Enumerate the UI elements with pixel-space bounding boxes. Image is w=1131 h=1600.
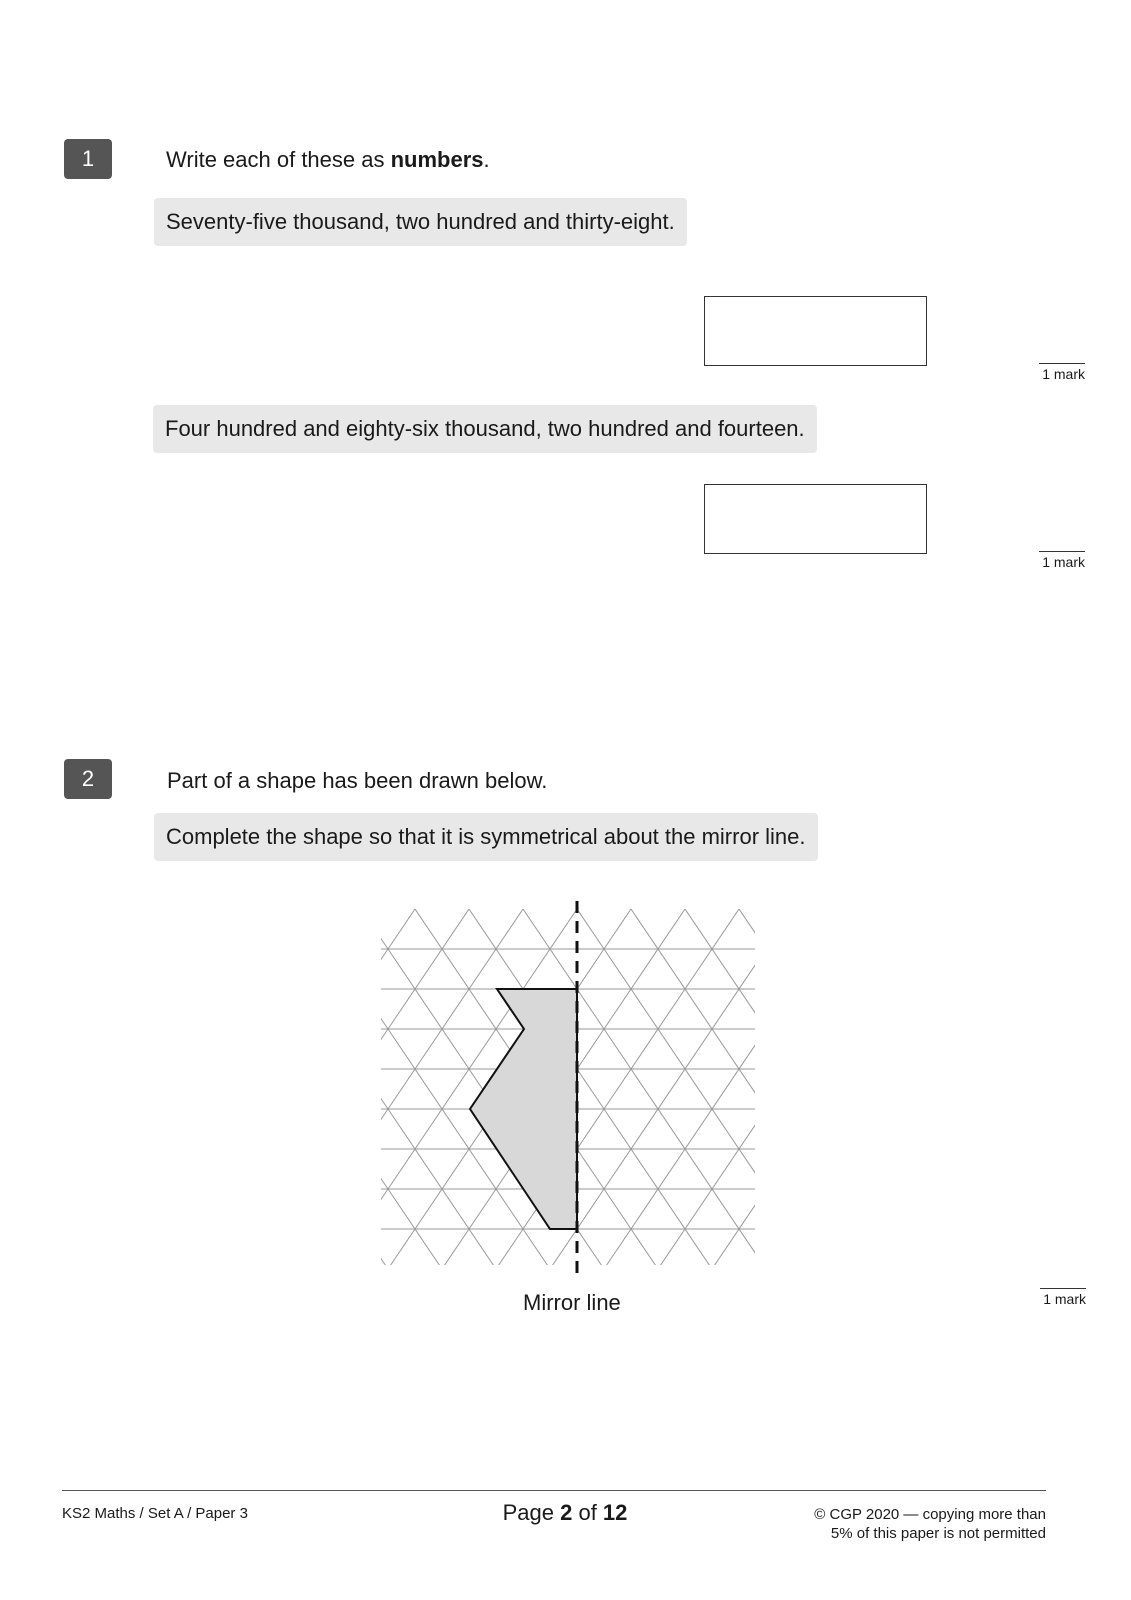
grid-diagonal-line xyxy=(375,895,415,1285)
page-label: Page xyxy=(502,1500,561,1525)
instruction-end: . xyxy=(483,147,490,172)
partial-shape xyxy=(470,989,577,1229)
grid-diagonal-line xyxy=(739,895,765,1285)
question-1a-mark: 1 mark xyxy=(1039,363,1085,382)
footer-divider xyxy=(62,1490,1046,1491)
grid-diagonal-line xyxy=(375,895,415,1285)
question-1b-answer-box[interactable] xyxy=(704,484,927,554)
page-of: of xyxy=(572,1500,603,1525)
page-number xyxy=(400,1500,730,1526)
question-2-mark: 1 mark xyxy=(1040,1288,1086,1307)
grid-diagonal-line xyxy=(631,895,765,1285)
mirror-line-label: Mirror line xyxy=(523,1290,621,1315)
question-1b-mark: 1 mark xyxy=(1039,551,1085,570)
question-1a-prompt: Seventy-five thousand, two hundred and thirty-eight. xyxy=(154,198,687,246)
question-2-number: 2 xyxy=(64,759,112,799)
copyright-notice xyxy=(814,1505,1046,1543)
grid-diagonal-line xyxy=(739,895,765,1285)
instruction-bold-text: numbers xyxy=(390,147,484,172)
page-current: 2 xyxy=(560,1500,573,1525)
question-1a-answer-box[interactable] xyxy=(704,296,927,366)
copyright-line-2: 5% of this paper is not permitted xyxy=(830,1525,1046,1542)
question-2-instruction: Part of a shape has been drawn below. xyxy=(167,768,548,793)
question-2-prompt: Complete the shape so that it is symmetrical about the mirror line. xyxy=(154,813,818,861)
isometric-grid-figure[interactable] xyxy=(375,895,765,1285)
question-1-instruction xyxy=(166,147,490,173)
copyright-line-1: © CGP 2020 — copying more than xyxy=(814,1506,1046,1523)
page-total: 12 xyxy=(602,1500,628,1525)
grid-diagonal-line xyxy=(631,895,765,1285)
question-1b-prompt: Four hundred and eighty-six thousand, two hundred and fourteen. xyxy=(153,405,817,453)
instruction-text: Write each of these as xyxy=(166,147,391,172)
question-1-number: 1 xyxy=(64,139,112,179)
footer-paper-info: KS2 Maths / Set A / Paper 3 xyxy=(62,1505,248,1522)
